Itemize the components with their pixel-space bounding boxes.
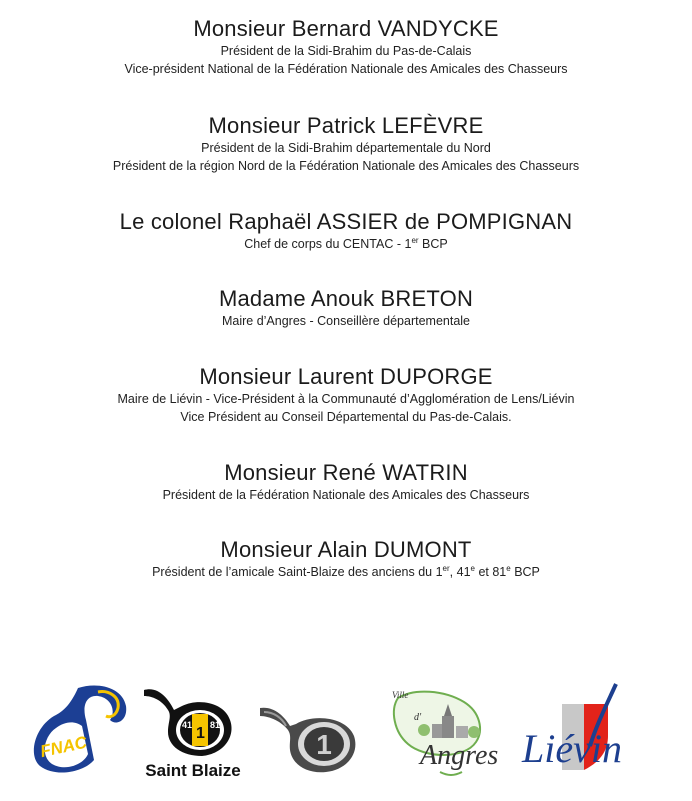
horn-number: 1 [316,729,332,760]
person-title: Maire de Liévin - Vice-Président à la Communauté d’Agglomération de Lens/Liévin [117,392,575,406]
entry-duporge [0,364,692,426]
angres-text: Angres [420,740,499,771]
hunting-horn-logo [256,676,374,786]
person-title: Maire d’Angres - Conseillère départementale [221,314,471,328]
person-title: Chef de corps du CENTAC - 1er BCP [244,235,448,251]
lievin-text: Liévin [522,726,622,771]
person-title: Vice Président au Conseil Départemental du Pas-de-Calais. [180,410,512,424]
person-title: Vice-président National de la Fédération Nationale des Amicales des Chasseurs [124,62,568,76]
person-title: Président de la Sidi-Brahim du Pas-de-Calais [220,44,472,58]
person-name: Le colonel Raphaël ASSIER de POMPIGNAN [119,209,573,234]
entry-breton [0,286,692,330]
person-name: Monsieur René WATRIN [224,460,468,485]
person-name: Madame Anouk BRETON [218,286,474,311]
saint-blaize-text: Saint Blaize [145,761,241,780]
person-name: Monsieur Bernard VANDYCKE [193,16,499,41]
angres-de-text: d' [414,712,422,723]
entry-vandycke [0,16,692,78]
angres-ville-text: Ville [392,690,409,700]
person-title: Président de la Fédération Nationale des Amicales des Chasseurs [162,488,530,502]
fnac-logo [26,676,134,786]
person-title: Président de l’amicale Saint-Blaize des anciens du 1er, 41e et 81e BCP [152,563,540,579]
person-title: Président de la région Nord de la Fédération Nationale des Amicales des Chasseurs [112,159,580,173]
entry-dumont [0,537,692,581]
saint-blaize-logo [138,676,248,786]
logo-row [0,676,692,786]
person-name: Monsieur Laurent DUPORGE [199,364,493,389]
person-name: Monsieur Alain DUMONT [220,537,472,562]
entry-assier [0,209,692,253]
person-title: Président de la Sidi-Brahim départementale du Nord [201,141,491,155]
saint-blaize-num-right: 81 [210,720,221,730]
lievin-logo [516,676,656,786]
angres-logo [384,676,504,786]
saint-blaize-num-left: 41 [182,720,193,730]
saint-blaize-num-mid: 1 [196,725,205,742]
entry-lefevre [0,113,692,175]
entry-watrin [0,460,692,504]
fnac-logo-text: FNAC [38,732,89,762]
person-name: Monsieur Patrick LEFÈVRE [208,113,484,138]
